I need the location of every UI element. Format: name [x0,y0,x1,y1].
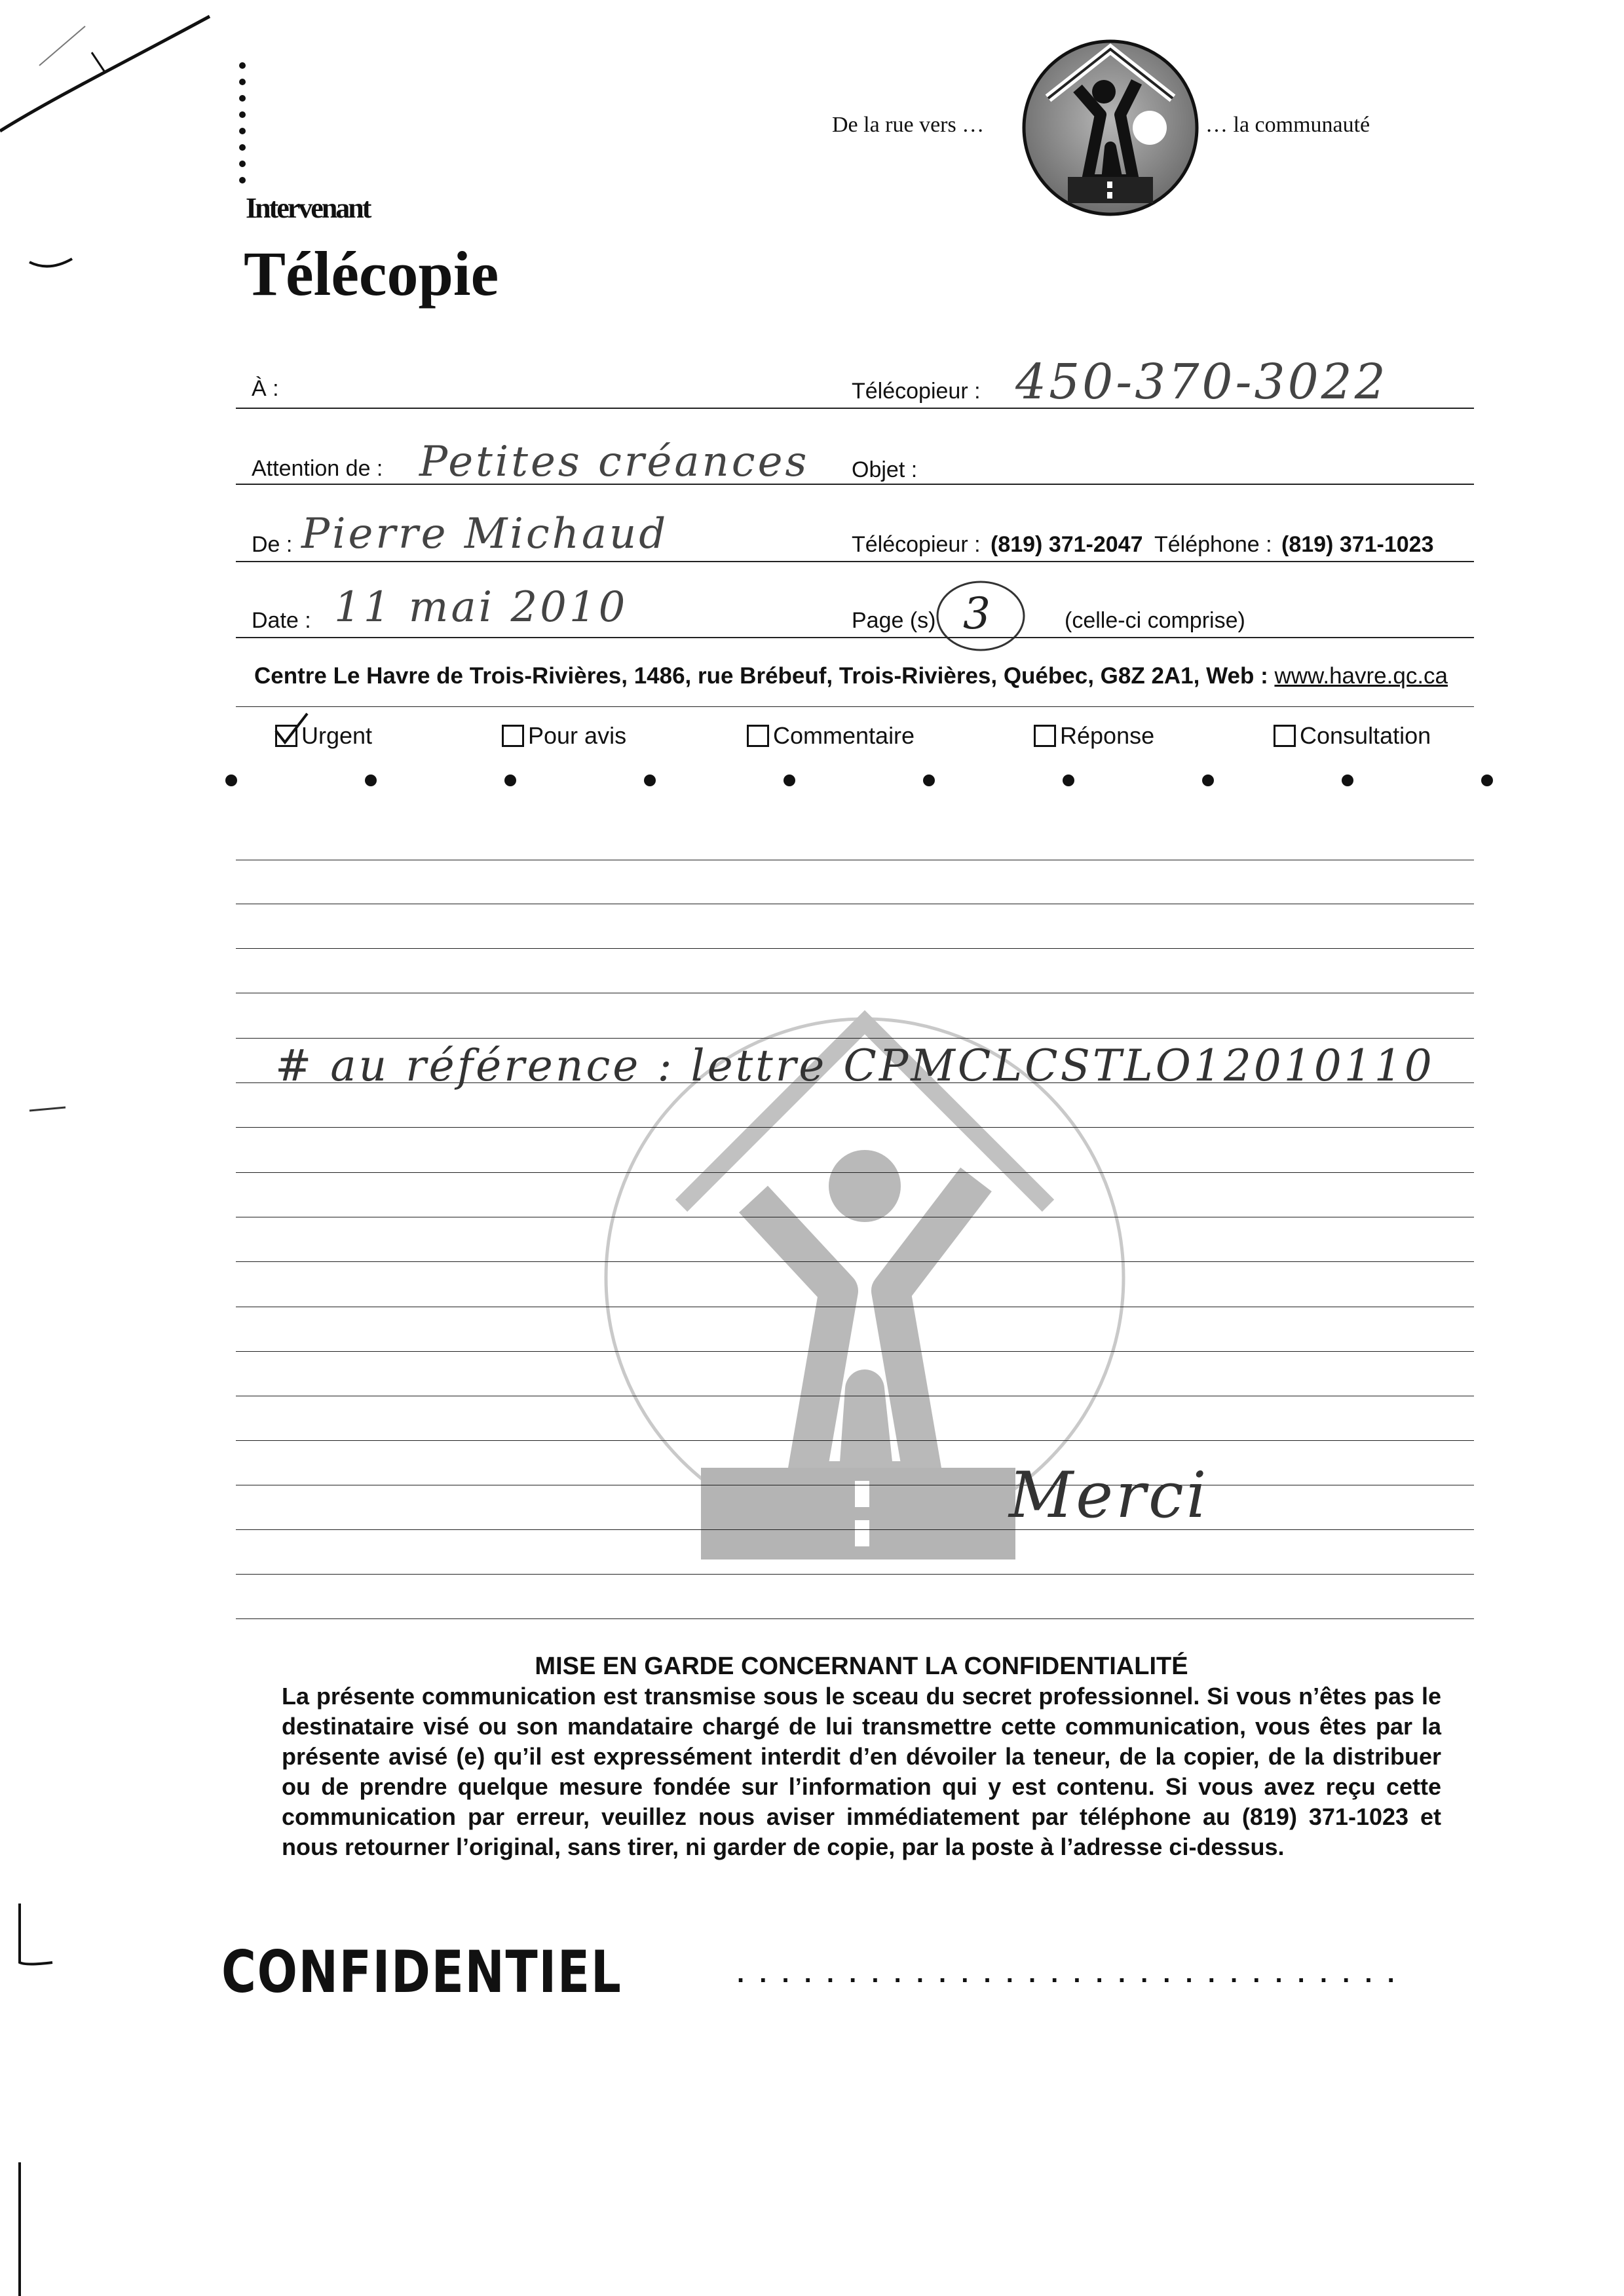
sender-phone-label: Téléphone : [1154,532,1272,557]
checkbox-commentaire-label: Commentaire [773,722,915,749]
checkbox-urgent-box[interactable] [275,725,297,747]
address-line [254,663,1448,689]
tagline-left: De la rue vers … [832,113,985,137]
rule-address [236,706,1474,707]
date-label: Date : [252,608,311,633]
sender-fax-label: Télécopieur : [852,532,981,557]
checkbox-pour-avis-box[interactable] [502,725,524,747]
checkbox-reponse-label: Réponse [1060,722,1155,749]
from-value: Pierre Michaud [301,510,669,558]
sender-phone-value: (819) 371-1023 [1281,532,1434,557]
to-label: À : [252,376,279,401]
footer-dots: . . . . . . . . . . . . . . . . . . . . . . . . . . . . . . [737,1959,1399,1988]
checkbox-pour-avis[interactable] [502,722,626,750]
confidential-stamp: CONFIDENTIEL [221,1938,622,2006]
fax-value: 450-370-3022 [1015,354,1388,410]
attention-value: Petites créances [419,438,810,486]
havre-logo [1019,36,1202,220]
scan-mark-top-left [0,0,223,157]
attention-label: Attention de : [252,456,383,481]
message-line-1: # au référence : lettre CPMCLCSTLO12010110 [275,1041,1435,1091]
scan-mark-left-4 [13,2162,26,2296]
checkbox-consultation-label: Consultation [1300,722,1431,749]
tagline-right: … la communauté [1205,113,1370,137]
warning-title: MISE EN GARDE CONCERNANT LA CONFIDENTIALITÉ [535,1653,1188,1680]
date-value: 11 mai 2010 [334,583,628,632]
checkbox-urgent[interactable] [275,722,372,750]
message-signoff: Merci [1009,1459,1209,1532]
pages-value: 3 [963,588,993,639]
rule-attention [236,484,1474,485]
subject-label: Objet : [852,457,918,482]
rule-to [236,408,1474,409]
checkbox-reponse[interactable] [1034,722,1154,750]
fax-label: Télécopieur : [852,379,981,404]
checkbox-consultation-box[interactable] [1274,725,1296,747]
warning-body: La présente communication est transmise sous le sceau du secret professionnel. Si vous n’êtes pas le destinataire visé ou son mandataire chargé de lui transmettre cette communication, vous êtes par la présente avisé (e) qu’il est expressément interdit d’en dévoiler la teneur, de la copier, de la distribuer ou de prendre quelque mesure fondée sur l’information qui y est contenu. Si vous avez reçu cette communication par erreur, veuillez nous aviser immédiatement par téléphone au (819) 371-1023 et nous retourner l’original, sans tirer, ni garder de copie, par la poste à l’adresse ci-dessus. [282,1683,1441,1860]
address-text: Centre Le Havre de Trois-Rivières, 1486, rue Brébeuf, Trois-Rivières, Québec, G8Z 2A1, Web : [254,663,1275,689]
checkbox-commentaire[interactable] [747,722,915,750]
checkbox-commentaire-box[interactable] [747,725,769,747]
rule-from [236,561,1474,562]
from-label: De : [252,532,293,557]
website-link[interactable]: www.havre.qc.ca [1274,663,1448,689]
pages-note: (celle-ci comprise) [1065,608,1245,633]
rule-date [236,637,1474,638]
scan-mark-left-3 [13,1900,66,1972]
checkbox-urgent-label: Urgent [301,722,373,749]
checkbox-consultation[interactable] [1274,722,1431,750]
scan-mark-left-1 [26,249,79,275]
confidentiality-warning [282,1651,1441,1862]
sender-fax-value: (819) 371-2047 [991,532,1143,557]
pages-label: Page (s) [852,608,936,633]
checkbox-reponse-box[interactable] [1034,725,1056,747]
checkbox-pour-avis-label: Pour avis [528,722,627,749]
page-title: Télécopie [244,239,499,309]
scan-mark-left-2 [26,1101,79,1120]
role-label: Intervenant [246,192,370,224]
check-mark-icon [271,711,310,750]
